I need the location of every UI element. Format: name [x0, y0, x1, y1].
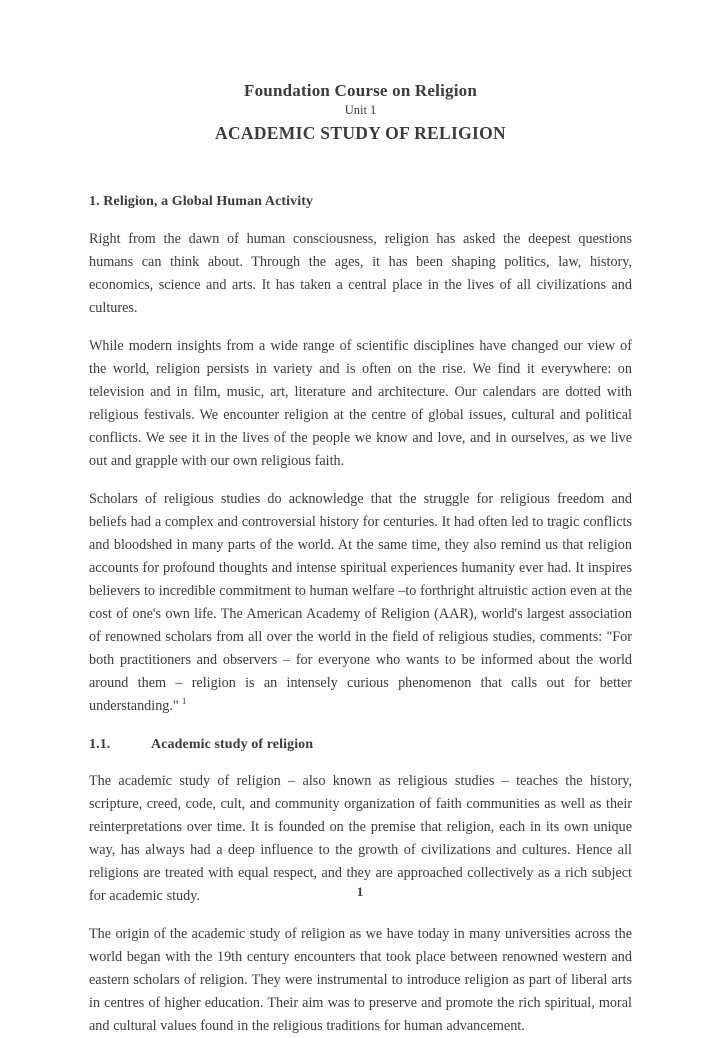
document-title: Foundation Course on Religion — [244, 81, 477, 100]
paragraph: While modern insights from a wide range of scientific disciplines have changed our view of the world, religion persists in variety and is often on the rise. We find it everywhere: on television and in film, music, art, literature and architecture. Our calendars are dotted with religious festivals. We encounter religion at the centre of global issues, cultural and political conflicts. We see it in the lives of the people we know and love, and in ourselves, as we live out and grapple with our own religious faith. — [89, 338, 632, 470]
title-block — [89, 0, 632, 145]
paragraph: Right from the dawn of human consciousness, religion has asked the deepest questions humans can think about. Through the ages, it has been shaping politics, law, history, economics, science and arts. It has taken a central place in the lives of all civilizations and cultures. — [89, 231, 632, 317]
document-body — [89, 193, 632, 1038]
paragraph-text: Scholars of religious studies do acknowledge that the struggle for religious freedom and beliefs had a complex and controversial history for centuries. It had often led to tragic conflicts and bloodshed in many parts of the world. At the same time, they also remind us that religion accounts for profound thoughts and intense spiritual experiences humanity ever had. It inspires believers to incredible commitment to human welfare –to forthright altruistic action even at the cost of one's own life. The American Academy of Religion (AAR), world's largest association of renowned scholars from all over the world in the field of religious studies, comments: "For both practitioners and observers – for everyone who wants to be informed about the world around them – religion is an intensely curious phenomenon that calls out for better understanding." — [89, 491, 632, 715]
subsection-1-1-heading — [89, 736, 632, 754]
subsection-number: 1.1. — [89, 737, 111, 753]
page-number: 1 — [356, 884, 364, 899]
subsection-title: Academic study of religion — [151, 737, 314, 753]
document-unit-label: Unit 1 — [344, 103, 377, 118]
page-content — [89, 0, 632, 1038]
paragraph: The origin of the academic study of religion as we have today in many universities across the world began with the 19th century encounters that took place between renowned western and eastern scholars of religion. They were instrumental to introduce religion as part of liberal arts in centres of higher education. Their aim was to preserve and promote the rich spiritual, moral and cultural values found in the religious traditions for human advancement. — [89, 926, 632, 1035]
footnote-reference-1[interactable]: 1 — [181, 697, 187, 708]
document-subject-title: ACADEMIC STUDY OF RELIGION — [215, 123, 506, 144]
section-1-heading: 1. Religion, a Global Human Activity — [89, 193, 314, 209]
paragraph: The academic study of religion – also known as religious studies – teaches the history, scripture, creed, code, cult, and community organization of faith communities as well as their reinterpretations over time. It is founded on the premise that religion, each in its own unique way, has always had a deep influence to the growth of civilizations and cultures. Hence all religions are treated with equal respect, and they are approached collectively as a rich subject for academic study. — [89, 773, 632, 905]
paragraph-with-footnote — [89, 488, 632, 718]
